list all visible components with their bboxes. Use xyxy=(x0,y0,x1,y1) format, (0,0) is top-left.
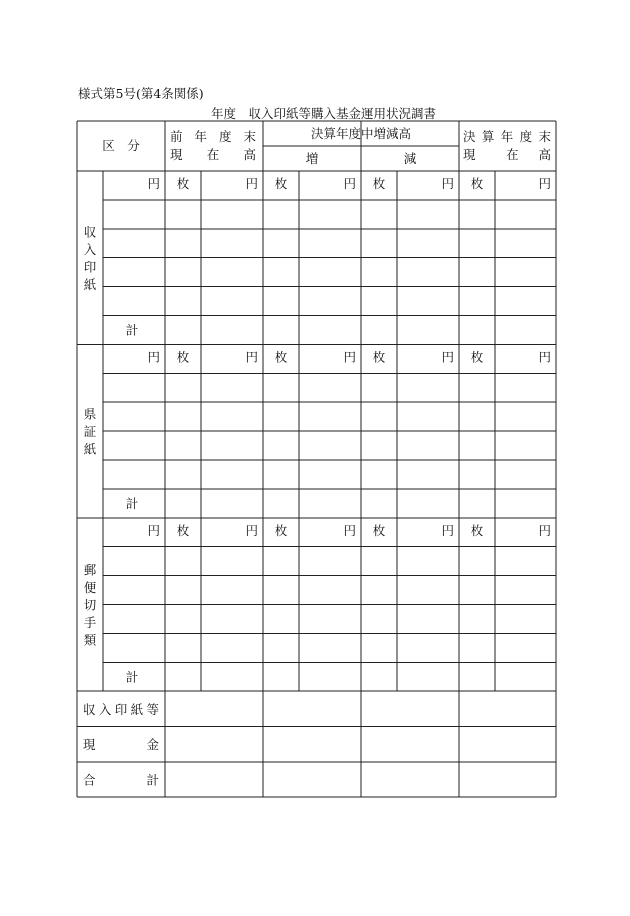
unit-sheets-label: 枚 xyxy=(274,176,288,191)
header-year-end-line2: 現 在 高 xyxy=(463,147,551,162)
unit-sheets-label: 枚 xyxy=(274,522,288,538)
header-increase: 増 xyxy=(305,151,319,166)
unit-yen-label: 円 xyxy=(538,522,551,538)
header-decrease: 減 xyxy=(403,151,417,166)
section-name xyxy=(84,563,97,648)
section-name-char: 紙 xyxy=(83,441,97,457)
unit-yen-label: 円 xyxy=(343,522,356,538)
unit-yen-label: 円 xyxy=(147,522,160,538)
section-name-char: 入 xyxy=(83,241,97,257)
unit-yen-label: 円 xyxy=(245,349,258,365)
summary-row-label: 収 入 印 紙 等 xyxy=(83,701,159,717)
summary-labels xyxy=(83,702,159,788)
section-labels xyxy=(84,224,139,684)
header-category: 区 分 xyxy=(102,138,140,153)
section-total-label: 計 xyxy=(125,669,139,685)
unit-yen-label: 円 xyxy=(245,176,258,191)
unit-sheets-label: 枚 xyxy=(372,349,386,365)
unit-sheets-label: 枚 xyxy=(176,349,190,365)
section-name-char: 類 xyxy=(83,632,97,648)
section-name xyxy=(84,224,97,292)
form-number: 様式第5号(第4条関係) xyxy=(78,86,204,101)
section-name-char: 証 xyxy=(83,424,97,440)
section-name-char: 手 xyxy=(83,615,97,630)
header-prev-year-end-line2: 現 在 高 xyxy=(170,147,256,162)
header-change-during-year: 決算年度中増減高 xyxy=(310,126,412,141)
unit-sheets-label: 枚 xyxy=(372,522,386,538)
unit-sheets-label: 枚 xyxy=(274,349,288,365)
table-grid xyxy=(77,121,556,797)
unit-yen-label: 円 xyxy=(343,176,356,191)
unit-yen-label: 円 xyxy=(147,349,160,365)
unit-yen-label: 円 xyxy=(147,176,160,191)
section-total-label: 計 xyxy=(125,495,139,511)
document-title: 年度 収入印紙等購入基金運用状況調書 xyxy=(211,106,437,121)
unit-labels xyxy=(147,176,551,538)
section-name-char: 郵 xyxy=(83,562,97,578)
section-name-char: 切 xyxy=(83,597,97,613)
unit-sheets-label: 枚 xyxy=(470,522,484,538)
section-name-char: 県 xyxy=(83,406,97,422)
unit-yen-label: 円 xyxy=(538,176,551,191)
unit-sheets-label: 枚 xyxy=(372,176,386,191)
header-prev-year-end-line1: 前 年 度 末 xyxy=(170,129,256,144)
unit-yen-label: 円 xyxy=(441,522,454,538)
unit-yen-label: 円 xyxy=(441,176,454,191)
summary-row-label: 現 金 xyxy=(83,737,159,753)
section-total-label: 計 xyxy=(125,322,139,338)
summary-row-label: 合 計 xyxy=(83,772,159,788)
header-year-end-line1: 決 算 年 度 末 xyxy=(463,129,551,144)
unit-yen-label: 円 xyxy=(343,349,356,365)
section-name-char: 便 xyxy=(83,580,97,595)
unit-sheets-label: 枚 xyxy=(470,176,484,191)
unit-sheets-label: 枚 xyxy=(176,522,190,538)
unit-sheets-label: 枚 xyxy=(176,176,190,191)
unit-yen-label: 円 xyxy=(441,349,454,365)
section-name-char: 収 xyxy=(83,224,97,240)
section-name xyxy=(84,407,97,457)
unit-yen-label: 円 xyxy=(245,522,258,538)
unit-sheets-label: 枚 xyxy=(470,349,484,365)
unit-yen-label: 円 xyxy=(538,349,551,365)
section-name-char: 印 xyxy=(83,259,97,275)
section-name-char: 紙 xyxy=(83,276,97,292)
